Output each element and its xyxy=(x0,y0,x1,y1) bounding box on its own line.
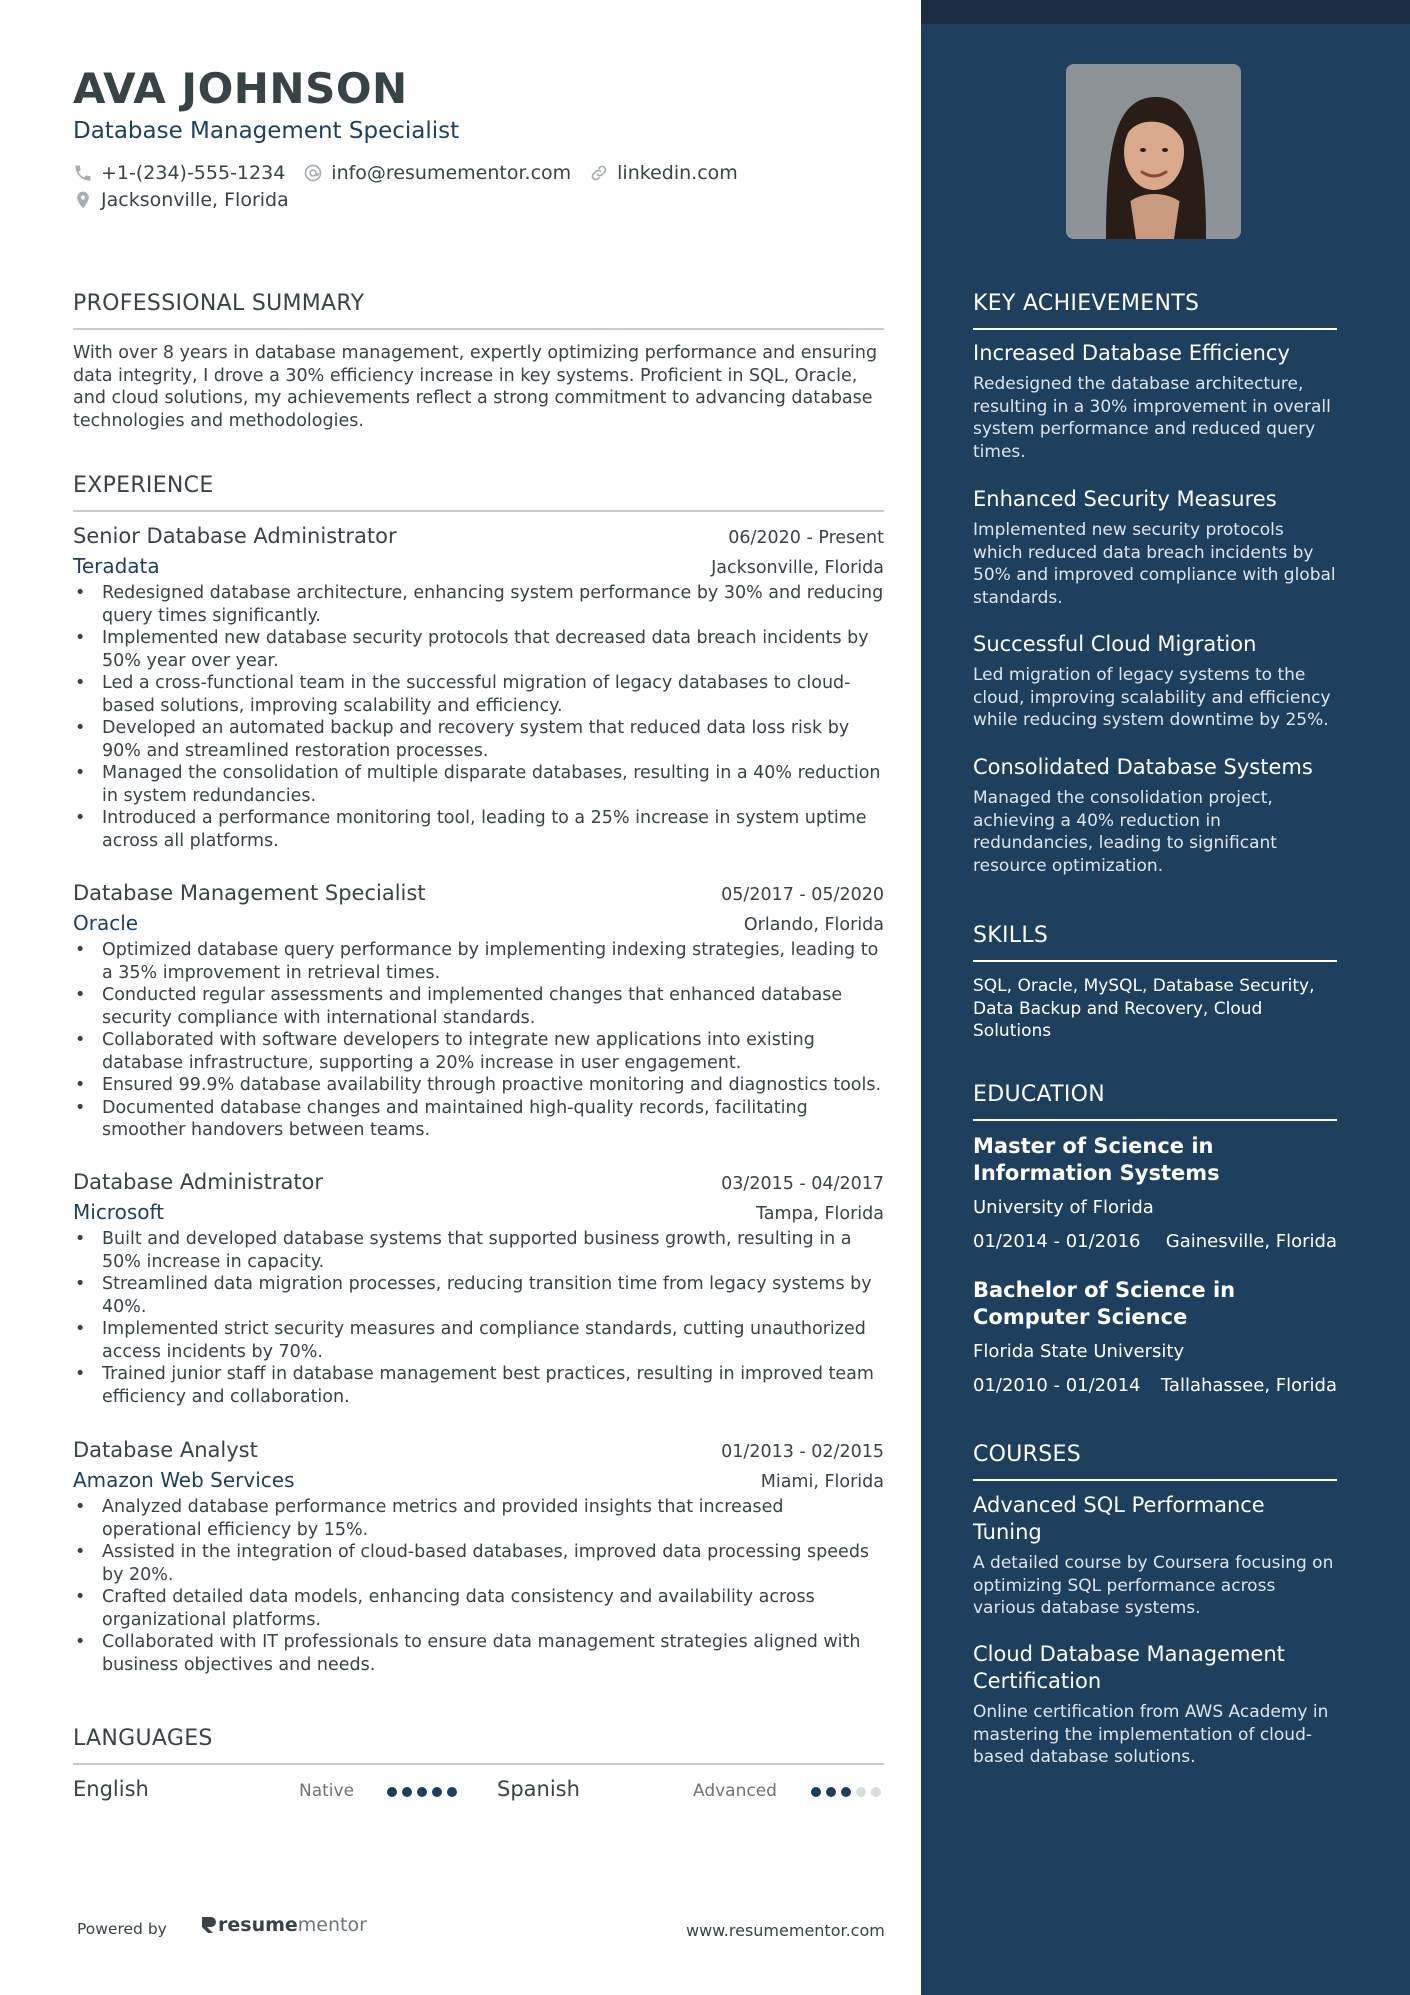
job-bullet: • Managed the consolidation of multiple disparate databases, resulting in a 40% reduction in system redundancies. xyxy=(73,762,884,807)
location-pin-icon xyxy=(73,190,93,210)
achievement-text: Redesigned the database architecture, resulting in a 30% improvement in overall system performance and reduced query times. xyxy=(973,374,1331,462)
rating-dot-filled xyxy=(811,1787,821,1797)
job-entry-title: Database Analyst xyxy=(73,1438,258,1462)
education-degree: Bachelor of Science in Computer Science xyxy=(973,1278,1236,1329)
job-entry-location: Tampa, Florida xyxy=(755,1204,884,1224)
job-title: Database Management Specialist xyxy=(73,118,460,144)
job-entry-company: Oracle xyxy=(73,911,139,935)
job-entry-title: Database Administrator xyxy=(73,1170,324,1194)
summary-heading: PROFESSIONAL SUMMARY xyxy=(73,291,884,330)
rating-dot-empty xyxy=(871,1787,881,1797)
job-entry-company: Teradata xyxy=(73,554,160,578)
course-text: A detailed course by Coursera focusing on optimizing SQL performance across various database systems. xyxy=(973,1553,1334,1618)
sidebar xyxy=(921,0,1410,1995)
job-entry xyxy=(73,524,884,852)
job-entry xyxy=(73,1170,884,1408)
job-bullet: • Built and developed database systems that supported business growth, resulting in a 50% increase in capacity. xyxy=(73,1228,884,1273)
languages-row xyxy=(73,1777,884,1807)
job-entry-title: Database Management Specialist xyxy=(73,881,426,905)
language-name: Spanish xyxy=(497,1777,580,1801)
skills-text: SQL, Oracle, MySQL, Database Security, Data Backup and Recovery, Cloud Solutions xyxy=(973,976,1315,1041)
rating-dot-filled xyxy=(387,1787,397,1797)
achievement-title: Increased Database Efficiency xyxy=(973,341,1290,365)
job-bullet: • Collaborated with IT professionals to ensure data management strategies aligned with business objectives and needs. xyxy=(73,1631,884,1676)
job-bullets xyxy=(73,1496,884,1676)
contact-row xyxy=(73,162,756,184)
job-entry-title: Senior Database Administrator xyxy=(73,524,397,548)
language-level: Advanced xyxy=(693,1781,777,1801)
job-entry-dates: 06/2020 - Present xyxy=(728,528,884,548)
education-location: Tallahassee, Florida xyxy=(1160,1375,1337,1396)
rating-dot-filled xyxy=(432,1787,442,1797)
education-school: University of Florida xyxy=(973,1197,1154,1218)
phone-text: +1-(234)-555-1234 xyxy=(101,162,286,184)
achievement-text: Led migration of legacy systems to the cloud, improving scalability and efficiency while reducing system downtime by 25%. xyxy=(973,665,1331,730)
brand-logo-icon xyxy=(200,1915,218,1935)
achievement-text: Managed the consolidation project, achieving a 40% reduction in redundancies, leading to significant resource optimization. xyxy=(973,788,1277,876)
job-bullets xyxy=(73,939,884,1142)
job-bullet: • Documented database changes and maintained high-quality records, facilitating smoother handovers between teams. xyxy=(73,1097,884,1142)
rating-dot-filled xyxy=(447,1787,457,1797)
achievement-title: Successful Cloud Migration xyxy=(973,632,1257,656)
linkedin-contact[interactable] xyxy=(589,162,738,184)
course-title: Advanced SQL Performance Tuning xyxy=(973,1493,1265,1544)
achievement-item xyxy=(973,754,1337,877)
job-entry xyxy=(73,881,884,1142)
courses-heading: COURSES xyxy=(973,1442,1337,1481)
candidate-name: AVA JOHNSON xyxy=(73,64,408,113)
summary-text: With over 8 years in database management, expertly optimizing performance and ensuring data integrity, I drove a 30% efficiency increase in key systems. Proficient in SQL, Oracle, and cloud solutions, my achievements reflect a strong commitment to advancing database technologies and methodologies. xyxy=(73,343,878,431)
job-bullet: • Conducted regular assessments and implemented changes that enhanced database security compliance with international standards. xyxy=(73,984,884,1029)
location-row xyxy=(73,189,289,211)
job-bullet: • Streamlined data migration processes, reducing transition time from legacy systems by 40%. xyxy=(73,1273,884,1318)
rating-dot-filled xyxy=(826,1787,836,1797)
rating-dot-filled xyxy=(841,1787,851,1797)
education-item xyxy=(973,1277,1337,1396)
job-bullet: • Analyzed database performance metrics and provided insights that increased operational efficiency by 15%. xyxy=(73,1496,884,1541)
location-text: Jacksonville, Florida xyxy=(101,189,289,211)
linkedin-text: linkedin.com xyxy=(617,162,738,184)
achievement-item xyxy=(973,631,1337,732)
footer-website[interactable]: www.resumementor.com xyxy=(686,1921,885,1940)
job-entry-location: Miami, Florida xyxy=(760,1472,884,1492)
job-bullet: • Collaborated with software developers to integrate new applications into existing database infrastructure, supporting a 20% increase in user engagement. xyxy=(73,1029,884,1074)
job-bullets xyxy=(73,582,884,852)
link-icon xyxy=(589,163,609,183)
job-bullet: • Crafted detailed data models, enhancing data consistency and availability across organizational platforms. xyxy=(73,1586,884,1631)
job-bullets xyxy=(73,1228,884,1408)
course-item xyxy=(973,1641,1337,1769)
achievement-text: Implemented new security protocols which reduced data breach incidents by 50% and improved compliance with global standards. xyxy=(973,520,1336,608)
experience-heading: EXPERIENCE xyxy=(73,473,884,512)
education-heading: EDUCATION xyxy=(973,1082,1337,1121)
education-dates: 01/2014 - 01/2016 xyxy=(973,1231,1141,1252)
achievement-item xyxy=(973,486,1337,609)
language-name: English xyxy=(73,1777,149,1801)
education-degree: Master of Science in Information Systems xyxy=(973,1134,1220,1185)
job-bullet: • Led a cross-functional team in the successful migration of legacy databases to cloud-based solutions, improving scalability and efficiency. xyxy=(73,672,884,717)
job-bullet: • Optimized database query performance by implementing indexing strategies, leading to a 35% improvement in retrieval times. xyxy=(73,939,884,984)
job-entry-company: Amazon Web Services xyxy=(73,1468,295,1492)
job-bullet: • Implemented strict security measures and compliance standards, cutting unauthorized access incidents by 70%. xyxy=(73,1318,884,1363)
phone-icon xyxy=(73,163,93,183)
course-text: Online certification from AWS Academy in mastering the implementation of cloud-based database solutions. xyxy=(973,1702,1329,1767)
job-entry-dates: 03/2015 - 04/2017 xyxy=(721,1174,884,1194)
skills-heading: SKILLS xyxy=(973,923,1337,962)
job-bullet: • Trained junior staff in database management best practices, resulting in improved team efficiency and collaboration. xyxy=(73,1363,884,1408)
education-dates: 01/2010 - 01/2014 xyxy=(973,1375,1141,1396)
job-bullet: • Introduced a performance monitoring tool, leading to a 25% increase in system uptime across all platforms. xyxy=(73,807,884,852)
powered-by-label: Powered by xyxy=(77,1920,167,1938)
job-entry-location: Orlando, Florida xyxy=(743,915,884,935)
job-entry-dates: 05/2017 - 05/2020 xyxy=(721,885,884,905)
job-entry-company: Microsoft xyxy=(73,1200,165,1224)
rating-dot-empty xyxy=(856,1787,866,1797)
education-location: Gainesville, Florida xyxy=(1165,1231,1337,1252)
phone-contact[interactable] xyxy=(73,162,285,184)
achievements-heading: KEY ACHIEVEMENTS xyxy=(973,291,1337,330)
course-title: Cloud Database Management Certification xyxy=(973,1642,1285,1693)
at-icon xyxy=(303,163,323,183)
language-rating xyxy=(387,1787,462,1797)
brand-logo-text-bold: resume xyxy=(218,1914,298,1936)
brand-logo-text-light: mentor xyxy=(297,1914,367,1936)
job-entry-location: Jacksonville, Florida xyxy=(711,558,884,578)
achievement-item xyxy=(973,340,1337,463)
job-bullet: • Redesigned database architecture, enhancing system performance by 30% and reducing query times significantly. xyxy=(73,582,884,627)
job-bullet: • Assisted in the integration of cloud-based databases, improved data processing speeds by 20%. xyxy=(73,1541,884,1586)
brand-logo[interactable] xyxy=(200,1914,367,1936)
achievement-title: Consolidated Database Systems xyxy=(973,755,1313,779)
course-item xyxy=(973,1492,1337,1620)
job-bullet: • Developed an automated backup and recovery system that reduced data loss risk by 90% and streamlined restoration processes. xyxy=(73,717,884,762)
job-bullet: • Ensured 99.9% database availability through proactive monitoring and diagnostics tools. xyxy=(73,1074,884,1097)
email-text: info@resumementor.com xyxy=(331,162,572,184)
achievement-title: Enhanced Security Measures xyxy=(973,487,1277,511)
language-level: Native xyxy=(299,1781,355,1801)
job-entry xyxy=(73,1438,884,1676)
language-rating xyxy=(811,1787,886,1797)
education-school: Florida State University xyxy=(973,1341,1185,1362)
languages-heading: LANGUAGES xyxy=(73,1726,884,1765)
education-item xyxy=(973,1133,1337,1252)
rating-dot-filled xyxy=(417,1787,427,1797)
email-contact[interactable] xyxy=(303,162,571,184)
profile-photo xyxy=(1066,64,1241,239)
job-bullet: • Implemented new database security protocols that decreased data breach incidents by 50% year over year. xyxy=(73,627,884,672)
job-entry-dates: 01/2013 - 02/2015 xyxy=(721,1442,884,1462)
rating-dot-filled xyxy=(402,1787,412,1797)
sidebar-top-bar xyxy=(921,0,1410,24)
